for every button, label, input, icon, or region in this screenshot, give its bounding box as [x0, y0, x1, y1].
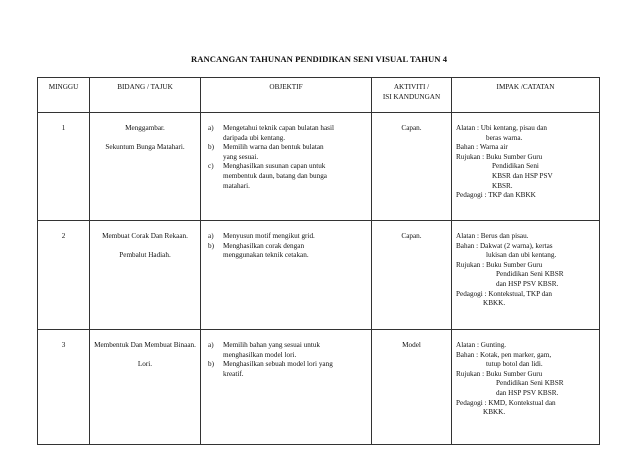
objektif-line: Menghasilkan corak dengan — [223, 241, 305, 250]
header-aktiviti — [372, 78, 452, 113]
bidang-cell — [90, 330, 201, 445]
table-row — [38, 221, 600, 330]
objektif-line: Menghasilkan susunan capan untuk — [223, 162, 326, 171]
header-bidang: BIDANG / TAJUK — [90, 78, 201, 113]
objektif-marker: c) — [208, 162, 214, 171]
aktiviti-cell: Model — [372, 330, 452, 445]
impak-line: Bahan : Dakwat (2 warna), kertas — [456, 241, 553, 250]
objektif-marker: a) — [208, 124, 214, 132]
header-impak: IMPAK /CATATAN — [452, 78, 600, 113]
impak-line: dan HSP PSV KBSR. — [496, 279, 559, 288]
objektif-line: Menghasilkan sebuah model lori yang — [223, 360, 333, 369]
impak-line: KBKK. — [483, 408, 506, 417]
header-aktiviti-line2: ISI KANDUNGAN — [382, 92, 441, 101]
lesson-plan-table — [37, 77, 600, 445]
impak-line: Alatan : Berus dan pisau. — [456, 232, 529, 240]
impak-line: beras warna. — [486, 133, 523, 142]
objektif-line: matahari. — [223, 181, 250, 190]
objektif-cell — [201, 221, 372, 330]
tajuk-text: Pembalut Hadiah. — [119, 250, 171, 259]
page-title: RANCANGAN TAHUNAN PENDIDIKAN SENI VISUAL TAHUN 4 — [190, 54, 448, 64]
objektif-item — [201, 162, 367, 191]
impak-line: Rujukan : Buku Sumber Guru — [456, 152, 543, 161]
impak-line: tutup botol dan lidi. — [486, 360, 543, 369]
impak-cell — [452, 330, 600, 445]
objektif-line: menggunakan teknik cetakan. — [223, 251, 309, 260]
minggu-cell: 2 — [38, 221, 90, 330]
tajuk-text: Sekuntum Bunga Matahari. — [105, 142, 185, 151]
objektif-item — [201, 232, 367, 242]
objektif-marker: a) — [208, 341, 214, 349]
objektif-line: menghasilkan model lori. — [223, 350, 297, 359]
objektif-item — [201, 242, 367, 261]
objektif-line: kreatif. — [223, 369, 244, 378]
impak-line: Bahan : Kotak, pen marker, gam, — [456, 350, 552, 359]
objektif-cell — [201, 113, 372, 221]
minggu-cell: 3 — [38, 330, 90, 445]
objektif-line: Memilih bahan yang sesuai untuk — [223, 341, 321, 349]
objektif-marker: b) — [208, 360, 214, 369]
impak-cell — [452, 221, 600, 330]
header-aktiviti-line1: AKTIVITI / — [393, 83, 430, 91]
objektif-line: Menyusun motif mengikut grid. — [223, 232, 315, 240]
aktiviti-cell: Capan. — [372, 113, 452, 221]
objektif-line: daripada ubi kentang. — [223, 133, 286, 142]
bidang-cell — [90, 221, 201, 330]
objektif-line: Memilih warna dan bentuk bulatan — [223, 143, 324, 152]
objektif-marker: a) — [208, 232, 214, 240]
table-row — [38, 113, 600, 221]
table-row — [38, 330, 600, 445]
impak-line: Pedagogi : Kontekstual, TKP dan — [456, 289, 553, 298]
objektif-item — [201, 124, 367, 143]
impak-line: Pedagogi : TKP dan KBKK — [456, 191, 536, 200]
minggu-cell: 1 — [38, 113, 90, 221]
impak-line: KBKK. — [483, 299, 506, 308]
objektif-line: Mengetahui teknik capan bulatan hasil — [223, 124, 334, 132]
aktiviti-cell: Capan. — [372, 221, 452, 330]
objektif-line: membentuk daun, batang dan bunga — [223, 171, 327, 180]
header-minggu: MINGGU — [38, 78, 90, 113]
impak-line: Pendidikan Seni KBSR — [496, 379, 564, 388]
header-objektif: OBJEKTIF — [201, 78, 372, 113]
objektif-marker: b) — [208, 143, 214, 152]
impak-line: Alatan : Gunting. — [456, 341, 507, 349]
table-header-row — [38, 78, 600, 113]
impak-line: Rujukan : Buku Sumber Guru — [456, 369, 543, 378]
impak-line: KBSR dan HSP PSV — [492, 171, 553, 180]
objektif-item — [201, 143, 367, 162]
bidang-text: Membuat Corak Dan Rekaan. — [102, 232, 188, 240]
impak-line: Pendidikan Seni — [492, 162, 539, 171]
objektif-item — [201, 341, 367, 360]
impak-line: dan HSP PSV KBSR. — [496, 388, 559, 397]
bidang-text: Menggambar. — [125, 124, 165, 132]
objektif-cell — [201, 330, 372, 445]
bidang-text: Membentuk Dan Membuat Binaan. — [94, 341, 196, 349]
tajuk-text: Lori. — [137, 359, 153, 368]
impak-line: Bahan : Warna air — [456, 143, 508, 152]
impak-line: Alatan : Ubi kentang, pisau dan — [456, 124, 548, 132]
impak-line: lukisan dan ubi kentang. — [486, 251, 557, 260]
objektif-marker: b) — [208, 241, 214, 250]
impak-line: Pedagogi : KMD, Kontekstual dan — [456, 398, 556, 407]
impak-line: Rujukan : Buku Sumber Guru — [456, 260, 543, 269]
impak-line: KBSR. — [492, 181, 513, 190]
impak-line: Pendidikan Seni KBSR — [496, 270, 564, 279]
objektif-item — [201, 360, 367, 379]
bidang-cell — [90, 113, 201, 221]
impak-cell — [452, 113, 600, 221]
objektif-line: yang sesuai. — [223, 152, 259, 161]
